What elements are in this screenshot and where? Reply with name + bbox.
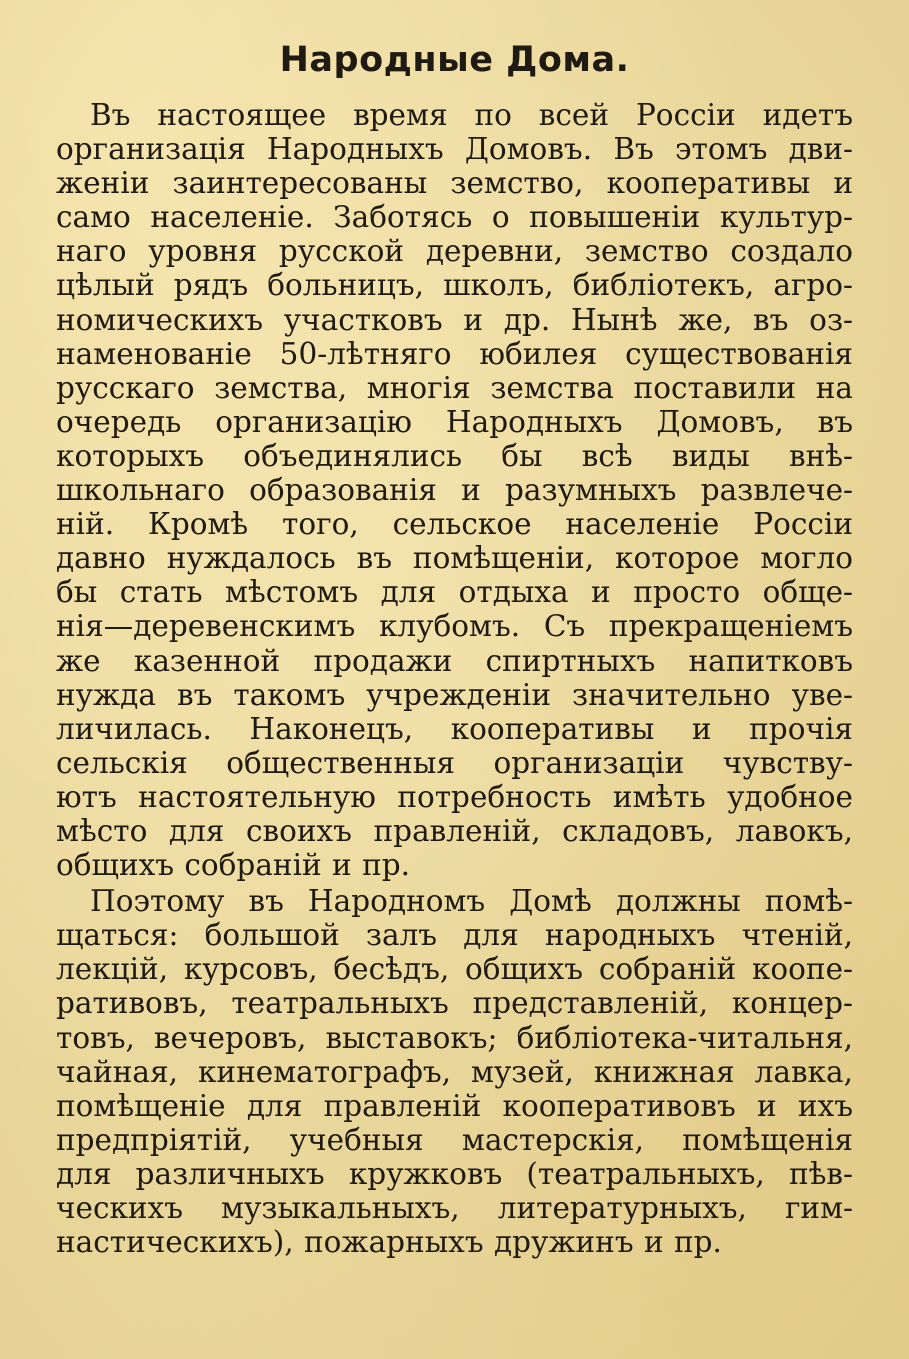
text-line: женіи заинтересованы земство, кооперативы и: [56, 166, 853, 201]
text-line: организація Народныхъ Домовъ. Въ этомъ дви-: [56, 132, 853, 167]
text-line: щаться: большой залъ для народныхъ чтеній,: [56, 918, 853, 953]
text-line: лекцій, курсовъ, бесѣдъ, общихъ собраній коопе-: [56, 952, 853, 987]
paragraph: [56, 884, 853, 1259]
text-line: Поэтому въ Народномъ Домѣ должны помѣ-: [90, 884, 853, 919]
text-line: настическихъ), пожарныхъ дружинъ и пр.: [56, 1225, 722, 1260]
text-line: нія—деревенскимъ клубомъ. Съ прекращеніемъ: [56, 609, 853, 644]
text-line: наго уровня русской деревни, земство создало: [56, 234, 853, 269]
text-line: ютъ настоятельную потребность имѣть удобное: [56, 779, 853, 814]
text-line: очередь организацію Народныхъ Домовъ, въ: [56, 404, 853, 439]
text-line: ческихъ музыкальныхъ, литературныхъ, гим-: [56, 1191, 853, 1225]
text-line: цѣлый рядъ больницъ, школъ, библіотекъ, агро-: [56, 268, 853, 303]
text-line: номическихъ участковъ и др. Нынѣ же, въ оз-: [56, 302, 853, 337]
text-line: предпріятій, учебныя мастерскія, помѣщенія: [56, 1122, 853, 1157]
text-line: для различныхъ кружковъ (театральныхъ, пѣв-: [56, 1156, 853, 1191]
text-line: мѣсто для своихъ правленій, складовъ, лавокъ,: [56, 813, 853, 848]
text-line: товъ, вечеровъ, выставокъ; библіотека-читальня,: [56, 1020, 853, 1055]
text-line: Въ настоящее время по всей Россіи идетъ: [90, 98, 853, 132]
paragraph: [56, 98, 853, 882]
text-line: личилась. Наконецъ, кооперативы и прочія: [56, 711, 853, 746]
text-line: которыхъ объединялись бы всѣ виды внѣ-: [56, 438, 853, 473]
text-line: чайная, кинематографъ, музей, книжная лавка,: [56, 1054, 853, 1089]
text-line: русскаго земства, многія земства поставили на: [56, 370, 853, 405]
text-line: школьнаго образованія и разумныхъ развлече-: [56, 473, 853, 508]
text-line: само населеніе. Заботясь о повышеніи культур-: [56, 200, 853, 235]
text-line: помѣщеніе для правленій кооперативовъ и ихъ: [56, 1088, 853, 1123]
text-line: же казенной продажи спиртныхъ напитковъ: [56, 643, 853, 678]
text-line: общихъ собраній и пр.: [56, 848, 411, 883]
text-line: ній. Кромѣ того, сельское населеніе Россіи: [56, 507, 853, 542]
text-line: давно нуждалось въ помѣщеніи, которое могло: [56, 541, 853, 576]
article-title: Народные Дома.: [279, 40, 630, 80]
article-body: [56, 98, 853, 1259]
text-line: нужда въ такомъ учрежденіи значительно уве-: [56, 677, 853, 712]
text-line: ративовъ, театральныхъ представленій, концер-: [56, 986, 853, 1021]
text-line: сельскія общественныя организаціи чувству-: [56, 745, 853, 780]
text-line: наменованіе 50-лѣтняго юбилея существованія: [56, 336, 853, 371]
text-line: бы стать мѣстомъ для отдыха и просто обще-: [56, 575, 853, 610]
